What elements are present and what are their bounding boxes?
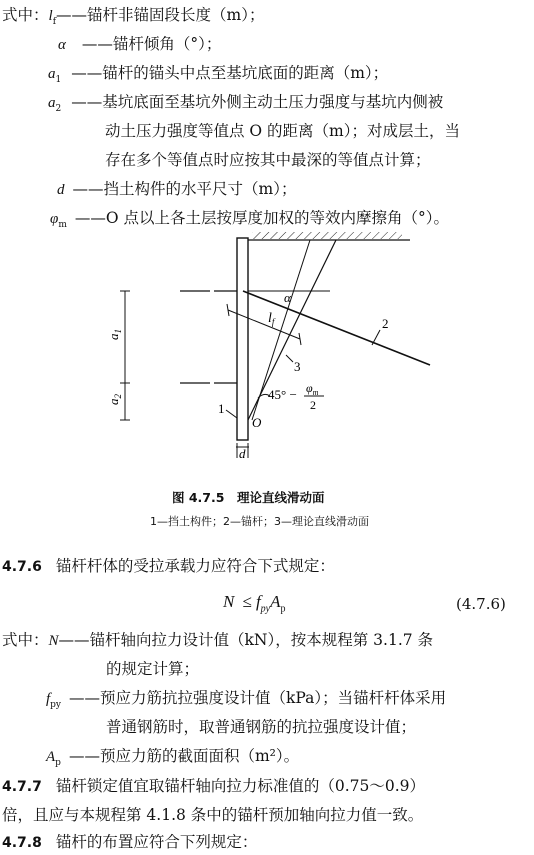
formula-number: (4.7.6): [456, 595, 506, 613]
def-a2-cont-1: 动土压力强度等值点 O 的距离（m）；对成层土，当: [105, 122, 461, 140]
section-4-7-8: 4.7.8 锚杆的布置应符合下列规定：: [2, 833, 258, 851]
retaining-member: [237, 238, 248, 440]
angle-label: 45° −: [268, 387, 297, 402]
def-d: d ——挡土构件的水平尺寸（m）；: [57, 180, 297, 198]
phi-numerator: $\varphi_m$: [306, 381, 319, 397]
def-phi: $\varphi_m$ ——O 点以上各土层按厚度加权的等效内摩擦角（°）。: [50, 209, 449, 231]
d-label: d: [239, 446, 246, 461]
def-N-cont: 的规定计算；: [106, 660, 200, 678]
alpha-label: α: [284, 290, 291, 305]
section-4-7-7: 4.7.7 锚杆锁定值宜取锚杆轴向拉力标准值的（0.75～0.9）: [2, 777, 426, 795]
label-3-slip: 3: [294, 359, 301, 374]
label-2-anchor: 2: [382, 316, 389, 331]
def-a2: $a_2$ ——基坑底面至基坑外侧主动土压力强度与基坑内侧被: [48, 93, 444, 115]
a2-label: $a_2$: [106, 394, 123, 405]
def-fpy-cont: 普通钢筋时，取普通钢筋的抗拉强度设计值；: [106, 718, 417, 736]
def-Ap: $A_p$ ——预应力筋的截面面积（m²）。: [46, 747, 300, 769]
ground-hatch: [252, 232, 402, 239]
figure-legend: 1—挡土构件；2—锚杆；3—理论直线滑动面: [150, 515, 369, 528]
point-O-label: O: [252, 415, 262, 430]
a1-label: $a_1$: [106, 329, 123, 340]
def-N: 式中：N——锚杆轴向拉力设计值（kN），按本规程第 3.1.7 条: [2, 631, 434, 649]
def-a2-cont-2: 存在多个等值点时应按其中最深的等值点计算；: [105, 151, 431, 169]
def-lf: 式中：$l_f——$锚杆非锚固段长度（m）；: [2, 6, 265, 28]
lf-label: $l_f$: [268, 311, 275, 327]
def-fpy: $f_{py}$ ——预应力筋抗拉强度设计值（kPa）；当锚杆杆体采用: [46, 689, 447, 711]
label-1-member: 1: [218, 401, 225, 416]
section-4-7-7-cont: 倍，且应与本规程第 4.1.8 条中的锚杆预加轴向拉力值一致。: [2, 806, 424, 824]
section-4-7-6: 4.7.6 锚杆杆体的受拉承载力应符合下式规定：: [2, 557, 335, 575]
def-a1: $a_1$ ——锚杆的锚头中点至基坑底面的距离（m）；: [48, 64, 389, 86]
figure-caption: 图 4.7.5 理论直线滑动面: [172, 490, 325, 505]
formula-4-7-6: $N \le f_{py}A_p$: [223, 592, 286, 615]
def-alpha: α ——锚杆倾角（°）；: [58, 35, 222, 53]
anchor-rod: [243, 291, 430, 365]
phi-denominator: 2: [310, 398, 316, 412]
